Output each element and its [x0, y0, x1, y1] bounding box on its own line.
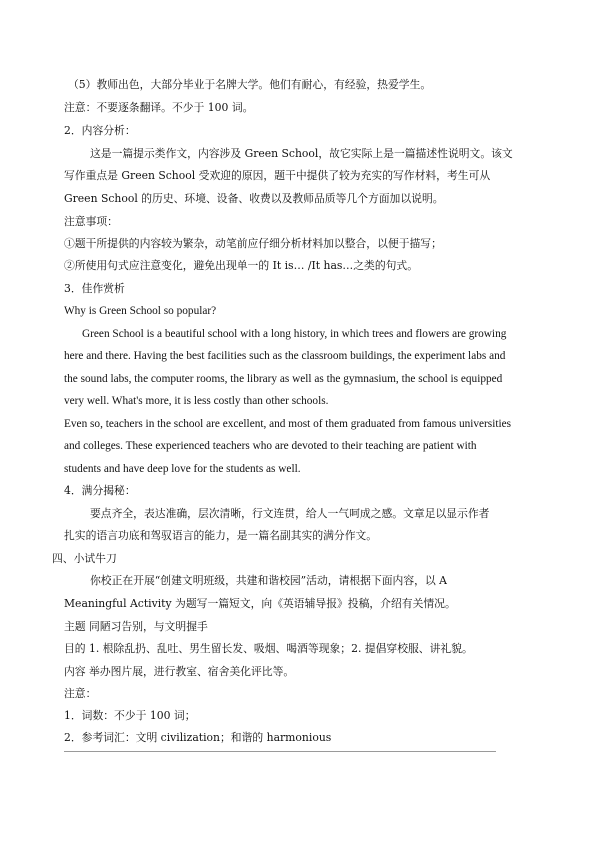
- task-notes-heading: 注意：: [64, 687, 97, 700]
- analysis-paragraph-line: 写作重点是 Green School 受欢迎的原因，题干中提供了较为充实的写作材料，考生可从: [64, 169, 491, 182]
- essay-line: here and there. Having the best facilities such as the classroom buildings, the experiment labs and: [64, 350, 506, 362]
- section-heading-full-marks: 4．满分揭秘：: [64, 484, 136, 497]
- essay-line: students and have deep love for the students as well.: [64, 463, 301, 475]
- analysis-paragraph-line: 这是一篇提示类作文，内容涉及 Green School，故它实际上是一篇描述性说明文。该文: [90, 147, 513, 160]
- note-item-1: ①题干所提供的内容较为繁杂，动笔前应仔细分析材料加以整合，以便于描写；: [64, 237, 442, 250]
- task-note-2: 2．参考词汇：文明 civilization；和谐的 harmonious: [64, 731, 332, 744]
- task-purpose: 目的 1. 根除乱扔、乱吐、男生留长发、吸烟、喝酒等现象；2. 提倡穿校服、讲礼貌。: [64, 642, 473, 655]
- requirement-5: （5）教师出色，大部分毕业于名牌大学。他们有耐心，有经验，热爱学生。: [68, 78, 432, 91]
- analysis-paragraph-line: Green School 的历史、环境、设备、收费以及教师品质等几个方面加以说明。: [64, 192, 444, 205]
- essay-line: Even so, teachers in the school are excellent, and most of them graduated from famous universities: [64, 418, 512, 430]
- essay-line: the sound labs, the computer rooms, the library as well as the gymnasium, the school is equipped: [64, 373, 503, 385]
- essay-line: and colleges. These experienced teachers who are devoted to their teaching are patient with: [64, 440, 477, 452]
- essay-line: Green School is a beautiful school with a long history, in which trees and flowers are growing: [82, 328, 507, 340]
- note-item-2: ②所使用句式应注意变化，避免出现单一的 It is… /It has…之类的句式。: [64, 259, 419, 272]
- section-heading-practice: 四、小试牛刀: [52, 552, 117, 565]
- task-prompt-line: Meaningful Activity 为题写一篇短文，向《英语辅导报》投稿，介绍有关情况。: [64, 597, 456, 610]
- commentary-line: 扎实的语言功底和驾驭语言的能力，是一篇名副其实的满分作文。: [64, 529, 378, 542]
- task-prompt-line: 你校正在开展“创建文明班级，共建和谐校园”活动，请根据下面内容，以 A: [90, 574, 447, 587]
- essay-line: very well. What's more, it is less costly than other schools.: [64, 395, 329, 407]
- footer-divider: [64, 751, 496, 752]
- commentary-line: 要点齐全，表达准确，层次清晰，行文连贯，给人一气呵成之感。文章足以显示作者: [90, 507, 490, 520]
- section-heading-model-essay: 3．佳作赏析: [64, 282, 125, 295]
- section-heading-notes: 注意事项：: [64, 215, 118, 228]
- task-note-1: 1．词数：不少于 100 词；: [64, 709, 196, 722]
- task-theme: 主题 同陋习告别，与文明握手: [64, 620, 208, 633]
- section-heading-content-analysis: 2．内容分析：: [64, 124, 136, 137]
- essay-title: Why is Green School so popular?: [64, 305, 217, 317]
- task-content: 内容 举办图片展，进行教室、宿舍美化评比等。: [64, 665, 295, 678]
- note-line: 注意：不要逐条翻译。不少于 100 词。: [64, 101, 254, 114]
